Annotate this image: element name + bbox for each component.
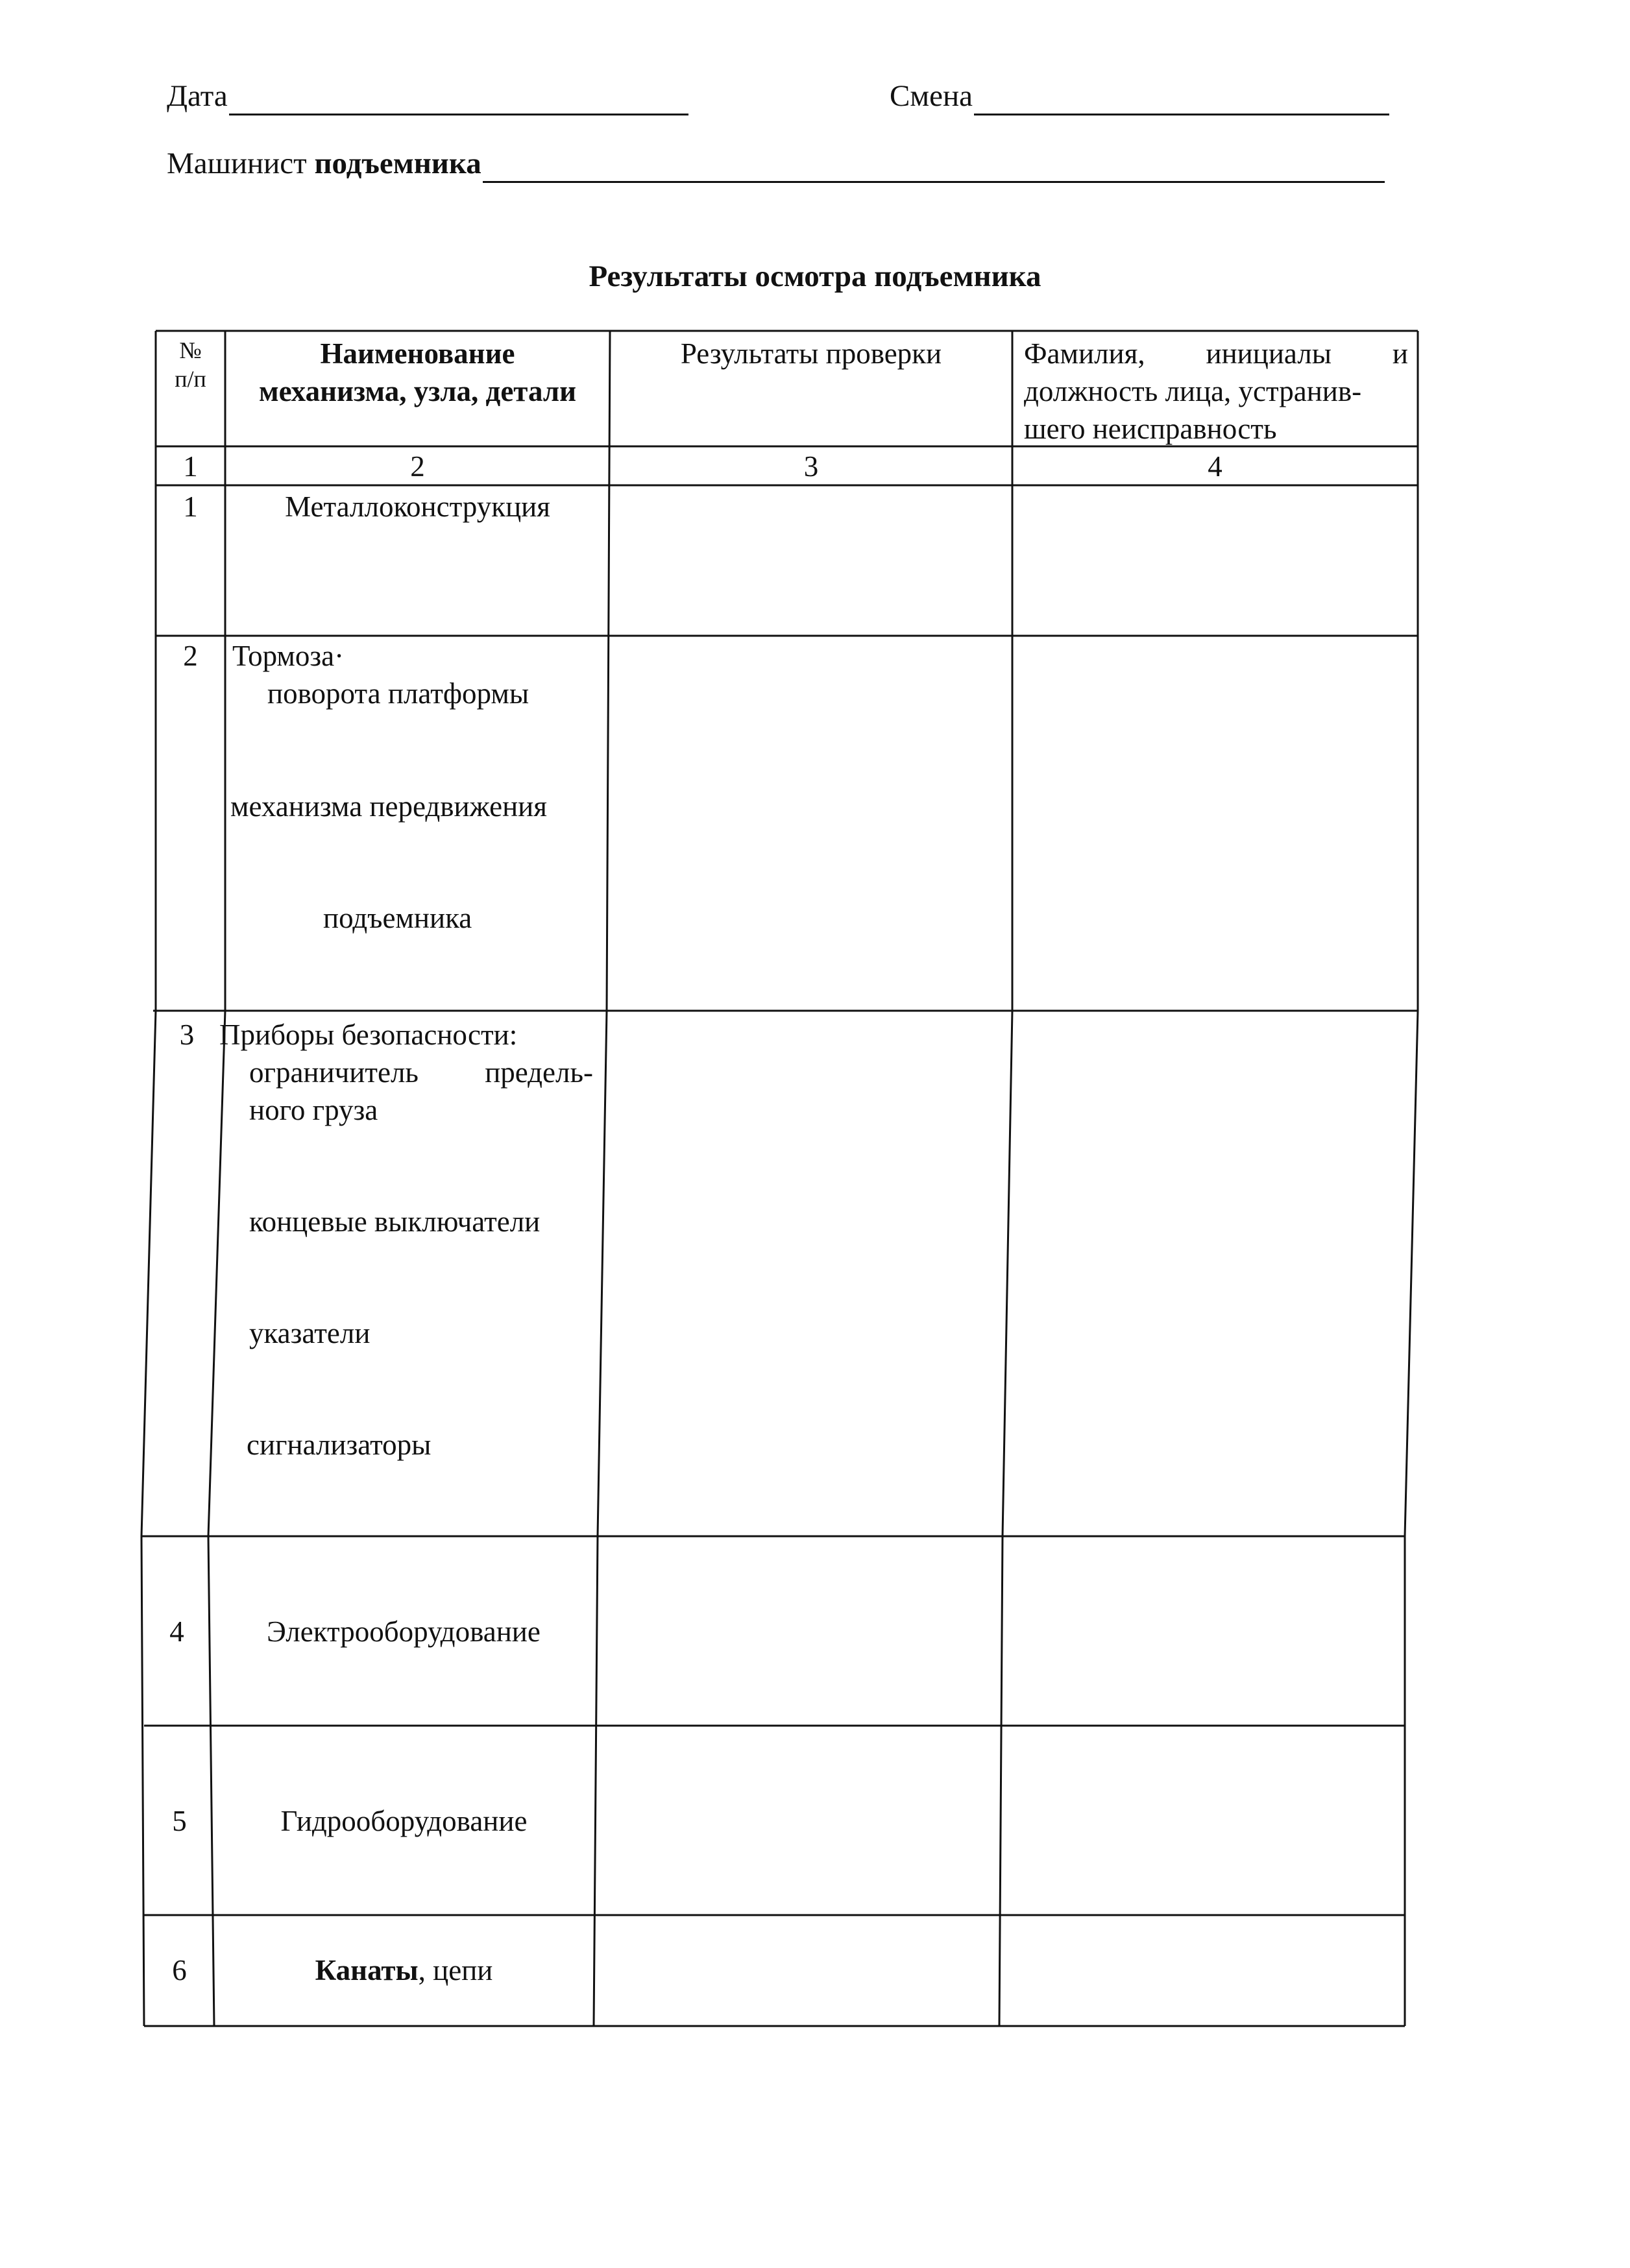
row3-name: Приборы безопасности:	[219, 1019, 518, 1051]
row3-item-2: концевые выключатели	[249, 1205, 541, 1238]
row3-item-3: указатели	[249, 1317, 371, 1349]
row4-name: Электрооборудование	[267, 1615, 541, 1648]
row5-person-cell[interactable]	[1001, 1727, 1404, 1914]
row6-name	[214, 1951, 594, 1989]
row6-result-cell[interactable]	[595, 1916, 998, 2025]
grid-line-left	[141, 331, 156, 2026]
row3-person-cell[interactable]	[1009, 1012, 1410, 1535]
row4-result-cell[interactable]	[598, 1538, 1001, 1724]
row3-num: 3	[179, 1019, 195, 1051]
row2-item-1: поворота платформы	[267, 677, 529, 710]
colnum-3: 3	[803, 450, 819, 483]
row6-name-suffix: , цепи	[418, 1954, 493, 1986]
header-num-line1: №	[179, 337, 202, 363]
row2-num: 2	[183, 640, 198, 672]
header-name-line1: Наименование	[320, 337, 515, 370]
colnum-1: 1	[183, 450, 198, 483]
row5-name: Гидрооборудование	[280, 1805, 528, 1837]
operator-label: Машинист	[167, 147, 307, 180]
row3-item-4: сигнализаторы	[247, 1429, 432, 1461]
row3-item-1: ограничитель предель-	[249, 1056, 593, 1089]
row3-item-1-cont: ного груза	[249, 1094, 378, 1126]
row6-person-cell[interactable]	[1001, 1916, 1404, 2025]
row6-num: 6	[172, 1954, 187, 1986]
operator-label-bold: подъемника	[314, 147, 481, 180]
header-num	[156, 336, 225, 393]
row2-item-3: подъемника	[323, 902, 472, 934]
row1-person-cell[interactable]	[1014, 487, 1417, 634]
header-name	[225, 335, 610, 410]
header-result: Результаты проверки	[680, 337, 942, 370]
grid-line-col1	[208, 331, 225, 2026]
row2-name: Тормоза·	[232, 640, 345, 672]
date-label: Дата	[167, 79, 228, 113]
header-person-line1: Фамилия, инициалы и	[1024, 337, 1408, 370]
row5-num: 5	[172, 1805, 187, 1837]
header-person-line2: должность лица, устранив-	[1024, 375, 1362, 407]
colnum-2: 2	[410, 450, 425, 483]
shift-label: Смена	[890, 79, 973, 113]
row1-name: Металлоконструкция	[285, 490, 550, 523]
row6-name-bold: Канаты	[315, 1954, 419, 1986]
document-title: Результаты осмотра подъемника	[589, 259, 1041, 293]
row2-person-cell[interactable]	[1014, 637, 1417, 1009]
row5-result-cell[interactable]	[596, 1727, 998, 1914]
header-person	[1024, 335, 1408, 448]
row4-num: 4	[169, 1615, 184, 1648]
row1-result-cell[interactable]	[611, 487, 1011, 634]
row2-item-2: механизма передвижения	[230, 790, 547, 823]
header-num-line2: п/п	[175, 366, 206, 392]
header-person-line3: шего неисправность	[1024, 413, 1277, 445]
row4-person-cell[interactable]	[1003, 1538, 1404, 1724]
row1-num: 1	[183, 490, 198, 523]
header-name-line2: механизма, узла, детали	[258, 375, 577, 407]
row3-result-cell[interactable]	[603, 1012, 1003, 1535]
colnum-4: 4	[1208, 450, 1222, 483]
row2-result-cell[interactable]	[610, 637, 1011, 1009]
